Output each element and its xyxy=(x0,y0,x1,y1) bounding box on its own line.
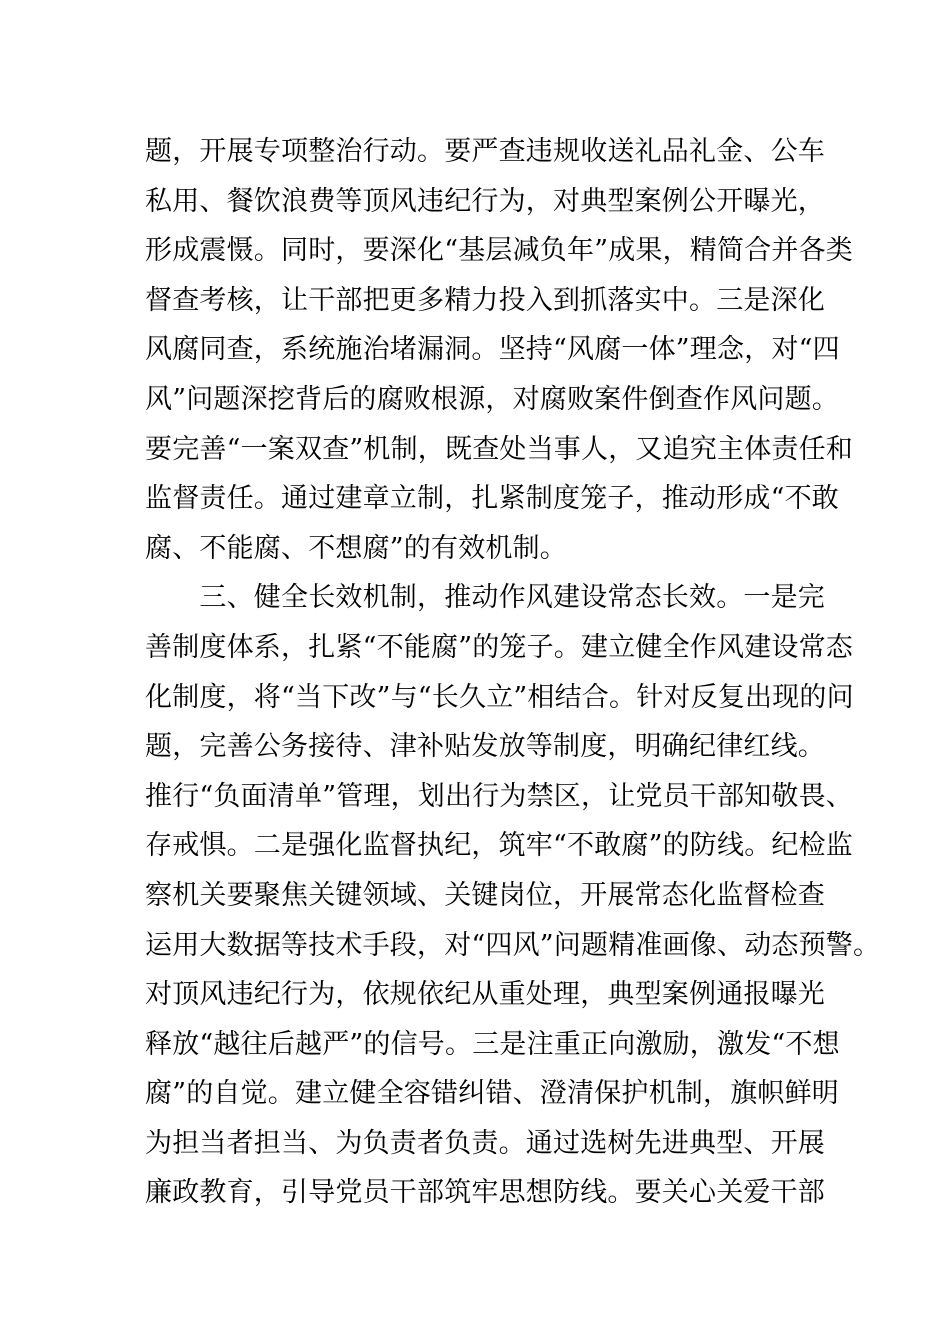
text-line: 形成震慑。同时，要深化“基层减负年”成果，精简合并各类 xyxy=(145,235,854,267)
text-line: 私用、餐饮浪费等顶风违纪行为，对典型案例公开曝光， xyxy=(145,185,825,217)
body-text xyxy=(145,127,881,1218)
text-line: 题，开展专项整治行动。要严查违规收送礼品礼金、公车 xyxy=(145,136,825,167)
text-line: 风腐同查，系统施治堵漏洞。坚持“风腐一体”理念，对“四 xyxy=(145,334,840,366)
text-line: 察机关要聚焦关键领域、关键岗位，开展常态化监督检查 xyxy=(145,879,825,911)
text-line: 对顶风违纪行为，依规依纪从重处理，典型案例通报曝光 xyxy=(145,979,825,1011)
text-line: 释放“越往后越严”的信号。三是注重正向激励，激发“不想 xyxy=(145,1028,840,1060)
text-line: 善制度体系，扎紧“不能腐”的笼子。建立健全作风建设常态 xyxy=(145,631,854,663)
text-line: 存戒惧。二是强化监督执纪，筑牢“不敢腐”的防线。纪检监 xyxy=(145,830,854,862)
text-line: 督查考核，让干部把更多精力投入到抓落实中。三是深化 xyxy=(145,284,825,316)
text-line: 腐、不能腐、不想腐”的有效机制。 xyxy=(145,532,568,564)
text-line: 化制度，将“当下改”与“长久立”相结合。针对反复出现的问 xyxy=(145,681,854,713)
text-line: 廉政教育，引导党员干部筑牢思想防线。要关心关爱干部 xyxy=(145,1177,825,1209)
text-line: 推行“负面清单”管理，划出行为禁区，让党员干部知敬畏、 xyxy=(145,780,854,812)
section-heading-line: 三、健全长效机制，推动作风建设常态长效。一是完 xyxy=(145,582,825,614)
text-line: 题，完善公务接待、津补贴发放等制度，明确纪律红线。 xyxy=(145,731,825,763)
text-line: 监督责任。通过建章立制，扎紧制度笼子，推动形成“不敢 xyxy=(145,483,840,515)
text-line: 腐”的自觉。建立健全容错纠错、澄清保护机制，旗帜鲜明 xyxy=(145,1078,840,1110)
text-line: 为担当者担当、为负责者负责。通过选树先进典型、开展 xyxy=(145,1127,825,1159)
text-line: 运用大数据等技术手段，对“四风”问题精准画像、动态预警。 xyxy=(145,929,881,961)
text-line: 要完善“一案双查”机制，既查处当事人，又追究主体责任和 xyxy=(145,433,854,465)
text-line: 风”问题深挖背后的腐败根源，对腐败案件倒查作风问题。 xyxy=(145,383,840,415)
